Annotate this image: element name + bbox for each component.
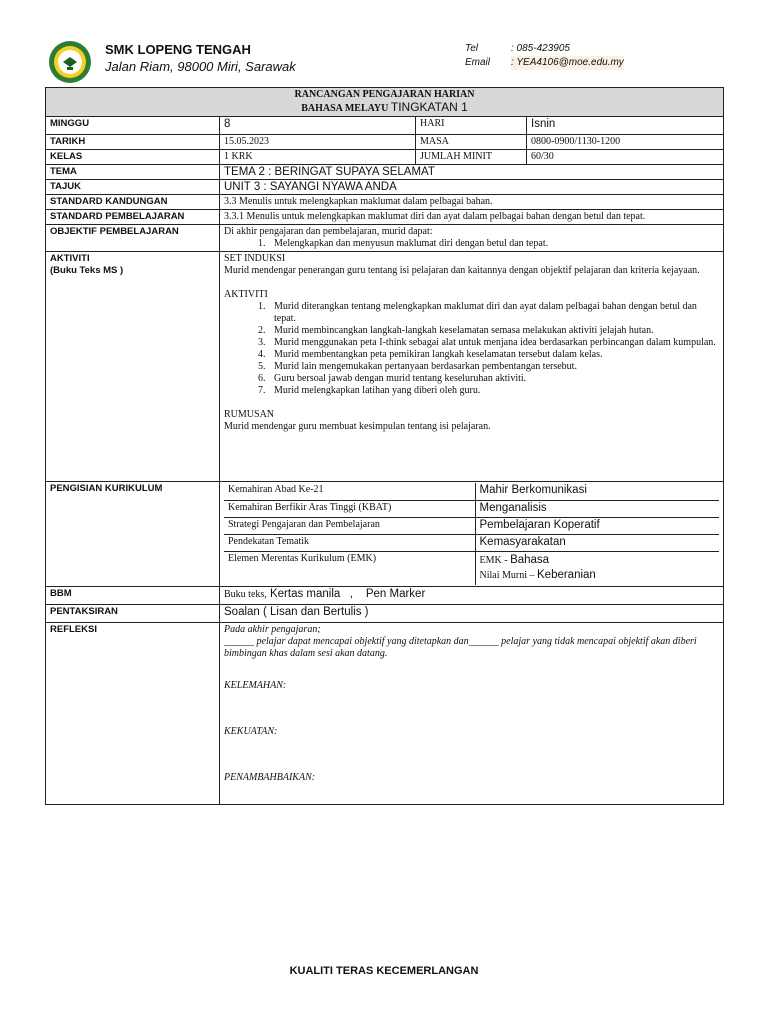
aktiviti-item: 3. Murid menggunakan peta I-think sebagai alat untuk menjana idea berdasarkan perbincangan dalam kumpulan. [268, 337, 719, 349]
tarikh-label: TARIKH [46, 135, 220, 150]
kurikulum-row-right: Pembelajaran Koperatif [475, 517, 719, 534]
tema-label: TEMA [46, 165, 220, 180]
emk-value: Bahasa [510, 553, 550, 566]
standard-kandungan-label: STANDARD KANDUNGAN [46, 195, 220, 210]
standard-pembelajaran-value: 3.3.1 Menulis untuk melengkapkan maklumat diri dan ayat dalam pelbagai bahan dengan betul dan tepat. [220, 210, 724, 225]
refleksi-label: REFLEKSI [46, 623, 220, 805]
aktiviti-list [224, 301, 719, 397]
minggu-label: MINGGU [46, 117, 220, 135]
tema-value: TEMA 2 : BERINGAT SUPAYA SELAMAT [220, 165, 724, 180]
emk-cell [475, 551, 719, 585]
aktiviti-item: 6. Guru bersoal jawab dengan murid tentang keseluruhan aktiviti. [268, 373, 719, 385]
emk-label: Elemen Merentas Kurikulum (EMK) [224, 551, 475, 585]
tajuk-value: UNIT 3 : SAYANGI NYAWA ANDA [220, 180, 724, 195]
kekuatan-label: KEKUATAN: [224, 726, 278, 737]
bbm-value [220, 587, 724, 605]
nilai-value: Keberanian [537, 568, 596, 581]
masa-label: MASA [416, 135, 527, 150]
contact-info [465, 42, 624, 70]
kurikulum-table [224, 483, 719, 585]
aktiviti-label-cell [46, 252, 220, 482]
bbm-prefix: Buku teks, [224, 589, 267, 600]
kelas-value: 1 KRK [220, 150, 416, 165]
kurikulum-label: PENGISIAN KURIKULUM [46, 482, 220, 587]
set-induksi-label: SET INDUKSI [224, 253, 286, 264]
refleksi-intro: Pada akhir pengajaran; [224, 624, 321, 635]
aktiviti-heading: AKTIVITI [224, 289, 268, 300]
kurikulum-row-right: Menganalisis [475, 500, 719, 517]
kelemahan-label: KELEMAHAN: [224, 680, 287, 691]
aktiviti-label: AKTIVITI [50, 253, 90, 264]
objektif-cell [220, 225, 724, 252]
objektif-item: 1. Melengkapkan dan menyusun maklumat diri dengan betul dan tepat. [268, 238, 719, 250]
tel-label: Tel [465, 43, 478, 54]
kurikulum-cell [220, 482, 724, 587]
footer-motto: KUALITI TERAS KECEMERLANGAN [289, 965, 479, 977]
aktiviti-item: 4. Murid membentangkan peta pemikiran langkah keselamatan tersebut dalam kelas. [268, 349, 719, 361]
hari-label: HARI [416, 117, 527, 135]
masa-value: 0800-0900/1130-1200 [527, 135, 724, 150]
kurikulum-row-left: Pendekatan Tematik [224, 534, 475, 551]
kurikulum-row-left: Kemahiran Abad Ke-21 [224, 483, 475, 500]
email-label: Email [465, 57, 491, 68]
minggu-value: 8 [220, 117, 416, 135]
objektif-label: OBJEKTIF PEMBELAJARAN [46, 225, 220, 252]
lesson-plan-table [45, 87, 724, 805]
plan-title [46, 88, 724, 117]
bbm-materials: Kertas manila , Pen Marker [266, 588, 426, 600]
jumlah-minit-label: JUMLAH MINIT [416, 150, 527, 165]
pentaksiran-value: Soalan ( Lisan dan Bertulis ) [220, 605, 724, 623]
plan-level: TINGKATAN 1 [390, 100, 468, 114]
kurikulum-row-left: Strategi Pengajaran dan Pembelajaran [224, 517, 475, 534]
aktiviti-item: 2. Murid membincangkan langkah-langkah keselamatan semasa melakukan aktiviti jelajah hutan. [268, 325, 719, 337]
tarikh-value: 15.05.2023 [220, 135, 416, 150]
aktiviti-item: 7. Murid melengkapkan latihan yang diberi oleh guru. [268, 385, 719, 397]
bbm-label: BBM [46, 587, 220, 605]
rumusan-label: RUMUSAN [224, 409, 275, 420]
kurikulum-row-right: Mahir Berkomunikasi [475, 483, 719, 500]
letterhead [0, 0, 768, 88]
objektif-intro: Di akhir pengajaran dan pembelajaran, murid dapat: [224, 226, 433, 237]
school-logo [48, 40, 92, 84]
plan-title-line1: RANCANGAN PENGAJARAN HARIAN [294, 89, 475, 100]
set-induksi-text: Murid mendengar penerangan guru tentang isi pelajaran dan kaitannya dengan objektif pelajaran dan kriteria kejayaan. [224, 265, 700, 276]
refleksi-cell [220, 623, 724, 805]
aktiviti-sublabel: (Buku Teks MS ) [50, 265, 124, 276]
pentaksiran-label: PENTAKSIRAN [46, 605, 220, 623]
tajuk-label: TAJUK [46, 180, 220, 195]
standard-pembelajaran-label: STANDARD PEMBELAJARAN [46, 210, 220, 225]
standard-kandungan-value: 3.3 Menulis untuk melengkapkan maklumat dalam pelbagai bahan. [220, 195, 724, 210]
school-address: Jalan Riam, 98000 Miri, Sarawak [105, 59, 296, 74]
school-name: SMK LOPENG TENGAH [105, 42, 251, 57]
nilai-prefix: Nilai Murni – [479, 569, 537, 581]
aktiviti-item: 5. Murid lain mengemukakan pertanyaan berdasarkan pembentangan tersebut. [268, 361, 719, 373]
tel-value: : 085-423905 [511, 43, 570, 54]
hari-value: Isnin [527, 117, 724, 135]
kurikulum-row-right: Kemasyarakatan [475, 534, 719, 551]
jumlah-minit-value: 60/30 [527, 150, 724, 165]
aktiviti-cell [220, 252, 724, 482]
aktiviti-item: 1. Murid diterangkan tentang melengkapkan maklumat diri dan ayat dalam pelbagai bahan dengan betul dan tepat. [268, 301, 719, 325]
plan-subject: BAHASA MELAYU [301, 103, 389, 114]
emk-prefix: EMK - [479, 554, 511, 566]
rumusan-text: Murid mendengar guru membuat kesimpulan tentang isi pelajaran. [224, 421, 491, 432]
kelas-label: KELAS [46, 150, 220, 165]
kurikulum-row-left: Kemahiran Berfikir Aras Tinggi (KBAT) [224, 500, 475, 517]
email-value[interactable]: : YEA4106@moe.edu.my [511, 57, 624, 68]
penambahbaikan-label: PENAMBAHBAIKAN: [224, 772, 316, 783]
refleksi-text: ______ pelajar dapat mencapai objektif yang ditetapkan dan______ pelajar yang tidak mencapai objektif akan diberi bimbingan khas dalam sesi akan datang. [224, 636, 697, 659]
